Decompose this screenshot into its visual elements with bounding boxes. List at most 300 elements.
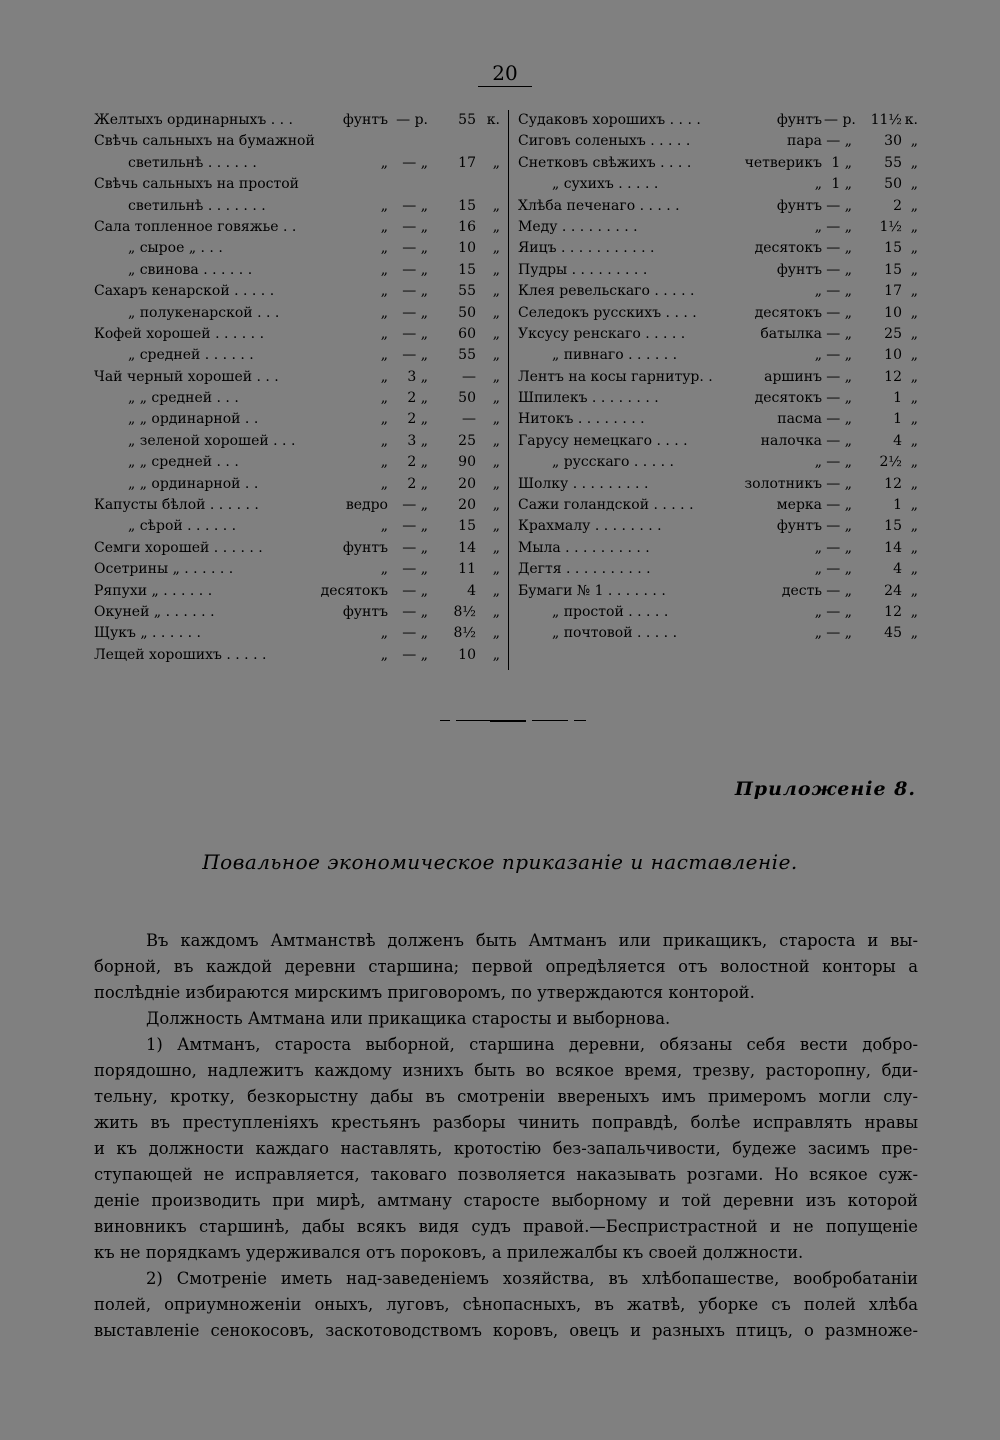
item-rubles: — „ — [402, 325, 428, 342]
item-rubles: — „ — [402, 218, 428, 235]
price-row — [94, 174, 500, 195]
item-value: 4 — [467, 582, 476, 599]
item-currency: „ — [910, 432, 918, 449]
item-name: Дегтя . . . . . . . . . . — [518, 561, 651, 578]
item-value: 10 — [458, 646, 476, 663]
item-value: 16 — [458, 218, 476, 235]
item-rubles: 2 „ — [407, 454, 428, 471]
item-unit: фунтъ — [342, 603, 388, 620]
item-value: 45 — [884, 625, 902, 642]
item-rubles: — „ — [826, 325, 852, 342]
price-row — [518, 196, 918, 217]
item-currency: „ — [492, 304, 500, 321]
price-row — [518, 623, 918, 644]
item-rubles: — „ — [826, 283, 852, 300]
item-currency: „ — [492, 497, 500, 514]
item-rubles: — „ — [826, 454, 852, 471]
item-currency: „ — [910, 154, 918, 171]
item-unit: пасма — [777, 411, 822, 428]
item-unit: фунтъ — [776, 112, 822, 128]
item-value: 15 — [884, 518, 902, 535]
item-name: Хлѣба печенаго . . . . . — [518, 197, 680, 214]
item-name: „ „ средней . . . — [128, 454, 239, 471]
item-unit: „ — [380, 197, 388, 214]
price-row — [518, 495, 918, 516]
price-row — [94, 131, 500, 152]
item-rubles: — „ — [402, 304, 428, 321]
item-value: 50 — [458, 304, 476, 321]
item-value: 14 — [884, 539, 902, 556]
price-row — [518, 409, 918, 430]
item-currency: „ — [492, 197, 500, 214]
item-rubles: — „ — [402, 261, 428, 278]
item-value: 1 — [893, 390, 902, 407]
item-currency: „ — [910, 304, 918, 321]
item-rubles: — „ — [826, 347, 852, 364]
price-row — [518, 602, 918, 623]
price-row — [94, 645, 500, 666]
price-row — [94, 196, 500, 217]
item-value: 1 — [893, 497, 902, 514]
item-rubles: — „ — [826, 133, 852, 150]
price-row — [94, 452, 500, 473]
price-row — [94, 516, 500, 537]
price-row — [94, 581, 500, 602]
item-unit: „ — [380, 432, 388, 449]
item-name: „ русскаго . . . . . — [552, 454, 674, 471]
price-row — [94, 538, 500, 559]
item-unit: пара — [787, 133, 822, 150]
item-rubles: — „ — [402, 347, 428, 364]
item-name: „ почтовой . . . . . — [552, 625, 678, 642]
item-name: Крахмалу . . . . . . . . — [518, 518, 662, 535]
item-value: 8½ — [453, 625, 476, 642]
item-name: Осетрины „ . . . . . . — [94, 561, 234, 578]
price-row — [518, 281, 918, 302]
item-name: Кофей хорошей . . . . . . — [94, 325, 265, 342]
item-name: „ средней . . . . . . — [128, 347, 254, 364]
item-currency: „ — [492, 261, 500, 278]
price-row — [94, 281, 500, 302]
item-value: 30 — [884, 133, 902, 150]
item-currency: „ — [910, 368, 918, 385]
item-currency: к. — [904, 112, 918, 128]
item-value: 1 — [893, 411, 902, 428]
item-value: 50 — [458, 390, 476, 407]
item-rubles: — „ — [826, 218, 852, 235]
price-row — [518, 474, 918, 495]
price-row — [94, 324, 500, 345]
item-name: Снетковъ свѣжихъ . . . . — [518, 154, 692, 171]
item-unit: „ — [380, 240, 388, 257]
item-currency: „ — [492, 646, 500, 663]
page-number-underline — [478, 86, 532, 87]
item-name: Сахаръ кенарской . . . . . — [94, 283, 275, 300]
body-line: Должность Амтмана или прикащика старосты и выборнова. — [146, 1009, 671, 1028]
item-rubles: — „ — [826, 518, 852, 535]
price-row — [94, 153, 500, 174]
item-currency: „ — [910, 475, 918, 492]
price-row — [518, 388, 918, 409]
body-line: 2) Смотреніе иметь над-заведеніемъ хозяйства, въ хлѣбопашестве, вообробатаніи — [146, 1269, 918, 1288]
item-rubles: 3 „ — [407, 368, 428, 385]
item-value: 20 — [458, 497, 476, 514]
item-name: „ сухихъ . . . . . — [552, 176, 659, 193]
item-rubles: — р. — [396, 112, 428, 128]
item-name: „ свинова . . . . . . — [128, 261, 253, 278]
item-name: Свѣчь сальныхъ на простой — [94, 176, 299, 193]
price-row — [518, 260, 918, 281]
body-line: порядошно, надлежитъ каждому изнихъ быть во всякое время, трезву, расторопну, бди- — [94, 1061, 918, 1080]
item-name: „ пивнаго . . . . . . — [552, 347, 678, 364]
item-currency: „ — [910, 197, 918, 214]
item-rubles: — „ — [402, 197, 428, 214]
price-row — [94, 559, 500, 580]
item-unit: мерка — [776, 497, 822, 514]
item-unit: „ — [814, 283, 822, 300]
item-currency: „ — [492, 475, 500, 492]
item-name: Ряпухи „ . . . . . . — [94, 582, 213, 599]
item-rubles: — „ — [826, 539, 852, 556]
item-unit: „ — [380, 368, 388, 385]
item-unit: „ — [380, 390, 388, 407]
item-currency: „ — [492, 283, 500, 300]
item-currency: „ — [910, 411, 918, 428]
price-row — [518, 110, 918, 131]
item-unit: „ — [814, 603, 822, 620]
item-rubles: — „ — [402, 539, 428, 556]
body-text — [94, 928, 918, 1344]
price-row — [518, 131, 918, 152]
item-value: 55 — [458, 283, 476, 300]
item-rubles: 2 „ — [407, 475, 428, 492]
item-name: Клея ревельскаго . . . . . — [518, 283, 695, 300]
item-name: Сала топленное говяжье . . — [94, 218, 297, 235]
item-currency: „ — [492, 518, 500, 535]
item-unit: „ — [380, 475, 388, 492]
item-rubles: — „ — [826, 582, 852, 599]
item-name: Мыла . . . . . . . . . . — [518, 539, 650, 556]
body-line: выставленіе сенокосовъ, заскотоводствомъ коровъ, овецъ и разныхъ птицъ, о размноже- — [94, 1321, 918, 1340]
price-row — [94, 367, 500, 388]
item-name: Гарусу немецкаго . . . . — [518, 432, 688, 449]
price-row — [94, 260, 500, 281]
price-row — [518, 516, 918, 537]
item-name: Шолку . . . . . . . . . — [518, 475, 649, 492]
item-currency: „ — [492, 154, 500, 171]
item-currency: „ — [910, 325, 918, 342]
item-unit: „ — [380, 261, 388, 278]
item-rubles: — „ — [826, 304, 852, 321]
item-unit: „ — [380, 646, 388, 663]
item-value: 10 — [884, 347, 902, 364]
item-value: 17 — [458, 154, 476, 171]
item-unit: „ — [380, 283, 388, 300]
item-value: 25 — [884, 325, 902, 342]
body-line: послѣдніе избираются мирскимъ приговоромъ, по утверждаются конторой. — [94, 983, 755, 1002]
item-currency: „ — [910, 625, 918, 642]
item-value: 8½ — [453, 603, 476, 620]
item-currency: „ — [910, 240, 918, 257]
item-unit: четверикъ — [744, 154, 822, 171]
item-unit: десятокъ — [754, 390, 822, 407]
item-name: Уксусу ренскаго . . . . . — [518, 325, 686, 342]
item-value: 25 — [458, 432, 476, 449]
item-currency: „ — [492, 240, 500, 257]
item-value: 11½ — [870, 112, 902, 128]
item-unit: фунтъ — [342, 112, 388, 128]
body-line: 1) Амтманъ, староста выборной, старшина деревни, обязаны себя вести добро- — [146, 1035, 918, 1054]
item-rubles: — „ — [826, 432, 852, 449]
price-row — [94, 110, 500, 131]
item-rubles: 3 „ — [407, 432, 428, 449]
item-unit: десятокъ — [320, 582, 388, 599]
item-currency: „ — [910, 603, 918, 620]
price-row — [518, 238, 918, 259]
item-value: 55 — [458, 112, 476, 128]
item-rubles: — „ — [826, 625, 852, 642]
price-row — [94, 495, 500, 516]
item-currency: „ — [910, 497, 918, 514]
item-currency: „ — [492, 390, 500, 407]
item-value: 15 — [884, 240, 902, 257]
item-rubles: 1 „ — [831, 154, 852, 171]
item-unit: „ — [380, 304, 388, 321]
item-name: Судаковъ хорошихъ . . . . — [518, 112, 701, 128]
item-unit: „ — [380, 218, 388, 235]
item-unit: десятокъ — [754, 240, 822, 257]
price-row — [518, 367, 918, 388]
item-unit: „ — [814, 347, 822, 364]
item-name: Нитокъ . . . . . . . . — [518, 411, 645, 428]
item-currency: „ — [492, 603, 500, 620]
item-rubles: 1 „ — [831, 176, 852, 193]
item-rubles: 2 „ — [407, 390, 428, 407]
item-rubles: — „ — [826, 197, 852, 214]
item-currency: к. — [486, 112, 500, 128]
item-value: 20 — [458, 475, 476, 492]
item-name: Яицъ . . . . . . . . . . . — [518, 240, 655, 257]
item-currency: „ — [492, 582, 500, 599]
item-name: светильнѣ . . . . . . . — [128, 197, 266, 214]
item-value: 17 — [884, 283, 902, 300]
body-line: и къ должности каждаго наставлять, кротостію без-запальчивости, будеже засимъ пре- — [94, 1139, 918, 1158]
item-name: Сиговъ соленыхъ . . . . . — [518, 133, 691, 150]
price-row — [94, 217, 500, 238]
price-row — [518, 153, 918, 174]
item-name: Сажи голандской . . . . . — [518, 497, 694, 514]
item-name: Меду . . . . . . . . . — [518, 218, 638, 235]
section-title: Повальное экономическое приказаніе и наставленіе. — [202, 850, 798, 874]
item-name: Желтыхъ ординарныхъ . . . — [94, 112, 294, 128]
item-rubles: — „ — [402, 154, 428, 171]
item-rubles: — „ — [402, 646, 428, 663]
item-unit: „ — [380, 411, 388, 428]
item-name: Семги хорошей . . . . . . — [94, 539, 263, 556]
body-line: полей, оприумноженіи оныхъ, луговъ, сѣнопасныхъ, въ жатвѣ, уборке съ полей хлѣба — [94, 1295, 918, 1314]
item-unit: „ — [380, 347, 388, 364]
item-value: 15 — [458, 197, 476, 214]
item-name: „ „ ординарной . . — [128, 475, 259, 492]
price-row — [94, 602, 500, 623]
item-value: 2½ — [879, 454, 902, 471]
item-currency: „ — [910, 347, 918, 364]
item-rubles: 2 „ — [407, 411, 428, 428]
item-currency: „ — [492, 432, 500, 449]
item-unit: фунтъ — [776, 197, 822, 214]
price-row — [94, 623, 500, 644]
item-currency: „ — [910, 582, 918, 599]
item-rubles: — „ — [826, 390, 852, 407]
item-name: Свѣчь сальныхъ на бумажной — [94, 133, 315, 150]
item-rubles: — „ — [402, 582, 428, 599]
item-name: Щукъ „ . . . . . . — [94, 625, 201, 642]
body-line: деніе производить при мирѣ, амтману старосте выборному и той деревни изъ которой — [94, 1191, 918, 1210]
item-currency: „ — [492, 368, 500, 385]
item-currency: „ — [910, 518, 918, 535]
item-currency: „ — [910, 283, 918, 300]
item-currency: „ — [492, 625, 500, 642]
item-name: Шпилекъ . . . . . . . . — [518, 390, 659, 407]
item-name: „ зеленой хорошей . . . — [128, 432, 296, 449]
item-unit: десятокъ — [754, 304, 822, 321]
item-value: 60 — [458, 325, 476, 342]
item-value: 55 — [884, 154, 902, 171]
item-rubles: — „ — [402, 497, 428, 514]
price-row — [94, 388, 500, 409]
item-unit: „ — [380, 625, 388, 642]
item-rubles: — „ — [402, 561, 428, 578]
item-value: — — [462, 368, 476, 385]
item-currency: „ — [910, 539, 918, 556]
item-rubles: — „ — [826, 561, 852, 578]
item-currency: „ — [910, 133, 918, 150]
item-unit: „ — [380, 325, 388, 342]
item-unit: десть — [781, 582, 822, 599]
page-number: 20 — [492, 61, 518, 85]
price-row — [518, 345, 918, 366]
item-value: 12 — [884, 475, 902, 492]
item-unit: „ — [814, 454, 822, 471]
item-rubles: — „ — [402, 625, 428, 642]
item-name: Пудры . . . . . . . . . — [518, 261, 648, 278]
item-name: „ „ ординарной . . — [128, 411, 259, 428]
item-currency: „ — [492, 411, 500, 428]
item-value: 55 — [458, 347, 476, 364]
item-name: Окуней „ . . . . . . — [94, 603, 215, 620]
item-value: 15 — [458, 261, 476, 278]
price-row — [518, 217, 918, 238]
item-rubles: — „ — [826, 475, 852, 492]
item-name: „ полукенарской . . . — [128, 304, 280, 321]
body-line: тельну, кротку, безкорыстну дабы въ смотреніи ввереныхъ имъ примеромъ могли слу- — [94, 1087, 918, 1106]
price-row — [518, 174, 918, 195]
price-row — [518, 452, 918, 473]
price-row — [94, 474, 500, 495]
item-value: 24 — [884, 582, 902, 599]
column-divider — [508, 110, 509, 670]
item-unit: „ — [380, 561, 388, 578]
item-currency: „ — [492, 539, 500, 556]
item-currency: „ — [492, 454, 500, 471]
item-unit: аршинъ — [764, 368, 822, 385]
item-unit: „ — [814, 539, 822, 556]
item-unit: „ — [814, 176, 822, 193]
item-rubles: — „ — [826, 603, 852, 620]
item-currency: „ — [492, 561, 500, 578]
item-unit: налочка — [760, 432, 822, 449]
item-name: „ сырое „ . . . — [128, 240, 223, 257]
item-currency: „ — [910, 176, 918, 193]
item-value: 90 — [458, 454, 476, 471]
item-unit: золотникъ — [744, 475, 822, 492]
appendix-label: Приложеніе 8. — [734, 778, 916, 800]
item-currency: „ — [492, 347, 500, 364]
body-line: ступающей не исправляется, таковаго позволяется наказывать розгами. Но всякое суж- — [94, 1165, 918, 1184]
item-rubles: — „ — [826, 368, 852, 385]
item-name: Лентъ на косы гарнитур. . — [518, 368, 713, 385]
item-rubles: — „ — [402, 283, 428, 300]
item-value: 1½ — [879, 218, 902, 235]
item-rubles: — р. — [824, 112, 856, 128]
item-currency: „ — [910, 218, 918, 235]
price-row — [94, 303, 500, 324]
item-name: „ сѣрой . . . . . . — [128, 518, 237, 535]
price-row — [94, 345, 500, 366]
item-currency: „ — [910, 454, 918, 471]
item-value: 4 — [893, 561, 902, 578]
price-row — [518, 581, 918, 602]
price-row — [518, 324, 918, 345]
item-value: 15 — [458, 518, 476, 535]
price-row — [518, 538, 918, 559]
body-line: виновникъ старшинѣ, дабы всякъ видя судъ правой.—Беспристрастной и не попущеніе — [94, 1217, 918, 1236]
item-rubles: — „ — [402, 240, 428, 257]
item-name: Чай черный хорошей . . . — [94, 368, 279, 385]
item-currency: „ — [910, 390, 918, 407]
item-unit: „ — [380, 518, 388, 535]
item-rubles: — „ — [402, 518, 428, 535]
item-rubles: — „ — [826, 261, 852, 278]
price-row — [94, 431, 500, 452]
item-rubles: — „ — [826, 411, 852, 428]
item-name: Бумаги № 1 . . . . . . . — [518, 582, 666, 599]
item-unit: фунтъ — [342, 539, 388, 556]
item-value: 12 — [884, 603, 902, 620]
item-name: „ простой . . . . . — [552, 603, 669, 620]
item-name: светильнѣ . . . . . . — [128, 154, 257, 171]
item-value: 10 — [458, 240, 476, 257]
price-row — [94, 409, 500, 430]
price-list-right-column — [518, 110, 918, 645]
item-unit: „ — [814, 561, 822, 578]
price-row — [518, 431, 918, 452]
item-value: 2 — [893, 197, 902, 214]
item-rubles: — „ — [826, 240, 852, 257]
item-value: 11 — [458, 561, 476, 578]
item-name: Капусты бѣлой . . . . . . — [94, 497, 259, 514]
item-unit: ведро — [345, 497, 388, 514]
item-value: 14 — [458, 539, 476, 556]
body-line: жить въ преступленіяхъ крестьянъ разборы чинить поправдѣ, болѣе исправлять нравы — [94, 1113, 918, 1132]
item-unit: батылка — [760, 325, 822, 342]
price-row — [518, 559, 918, 580]
item-name: „ „ средней . . . — [128, 390, 239, 407]
ornament-divider — [440, 720, 586, 723]
item-value: 4 — [893, 432, 902, 449]
body-line: къ не порядкамъ удерживался отъ пороковъ, а прилежалбы къ своей должности. — [94, 1243, 804, 1262]
body-line: борной, въ каждой деревни старшина; первой опредѣляется отъ волостной конторы а — [94, 957, 918, 976]
